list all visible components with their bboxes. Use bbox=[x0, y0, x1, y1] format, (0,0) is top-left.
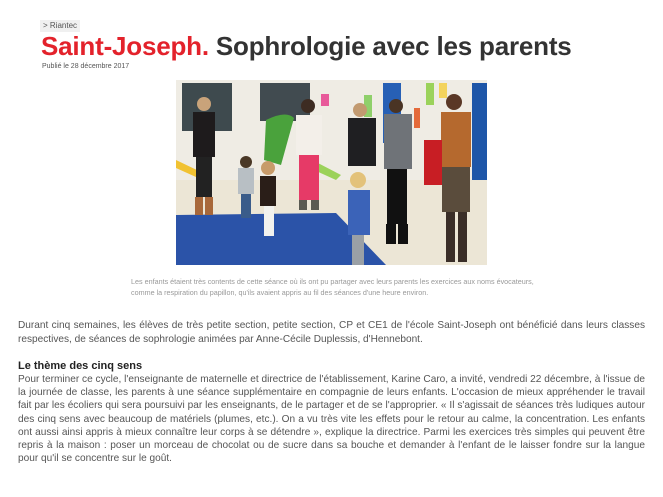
section-body: Pour terminer ce cycle, l'enseignante de maternelle et directrice de l'établissement, Karine Caro, a invité, vendredi 22 décembre, à l'issue de la journée de classe, les parents à une séance supplémentaire en compagnie de leurs enfants. L'occasion de mieux appréhender le travail fait par les écoliers qui sera poursuivi par les enseignants, de le partager et de se l'approprier. « Il s'agissait de séances très ludiques autour des cinq sens avec beaucoup de matériels (plumes, etc.). On a vu très vite les effets pour le retour au calme, la concentration. Les enfants ont aussi ainsi appris à mieux connaître leur corps à se détendre », explique la directrice. Parmi les exercices très simples qui peuvent être repris à la maison : poser un morceau de chocolat ou de sucre dans sa bouche et demander à l'enfant de le laisser fondre sur la langue pour qu'il se concentre sur le goût. bbox=[18, 374, 645, 465]
photo-caption: Les enfants étaient très contents de cette séance où ils ont pu partager avec leurs parents les exercices aux noms évocateurs, comme la respiration du papillon, qu'ils avaient appris au fil des séances d'une heure environ. bbox=[131, 277, 534, 297]
title-location: Saint-Joseph. bbox=[41, 31, 209, 61]
breadcrumb-link-riantec[interactable]: Riantec bbox=[49, 21, 78, 30]
article-intro: Durant cinq semaines, les élèves de très petite section, petite section, CP et CE1 de l'école Saint-Joseph ont bénéficié dans leurs classes respectives, de séances de sophrologie animées par Anne-Cécile Duplessis, d'Hennebont. bbox=[18, 320, 645, 345]
article-photo bbox=[176, 80, 487, 265]
publication-date: Publié le 28 décembre 2017 bbox=[42, 63, 130, 70]
photo-illustration bbox=[176, 80, 487, 265]
article-title bbox=[41, 30, 572, 62]
chevron-right-icon: > bbox=[43, 21, 48, 30]
section-heading: Le thème des cinq sens bbox=[18, 360, 143, 372]
title-headline: Sophrologie avec les parents bbox=[208, 31, 572, 61]
